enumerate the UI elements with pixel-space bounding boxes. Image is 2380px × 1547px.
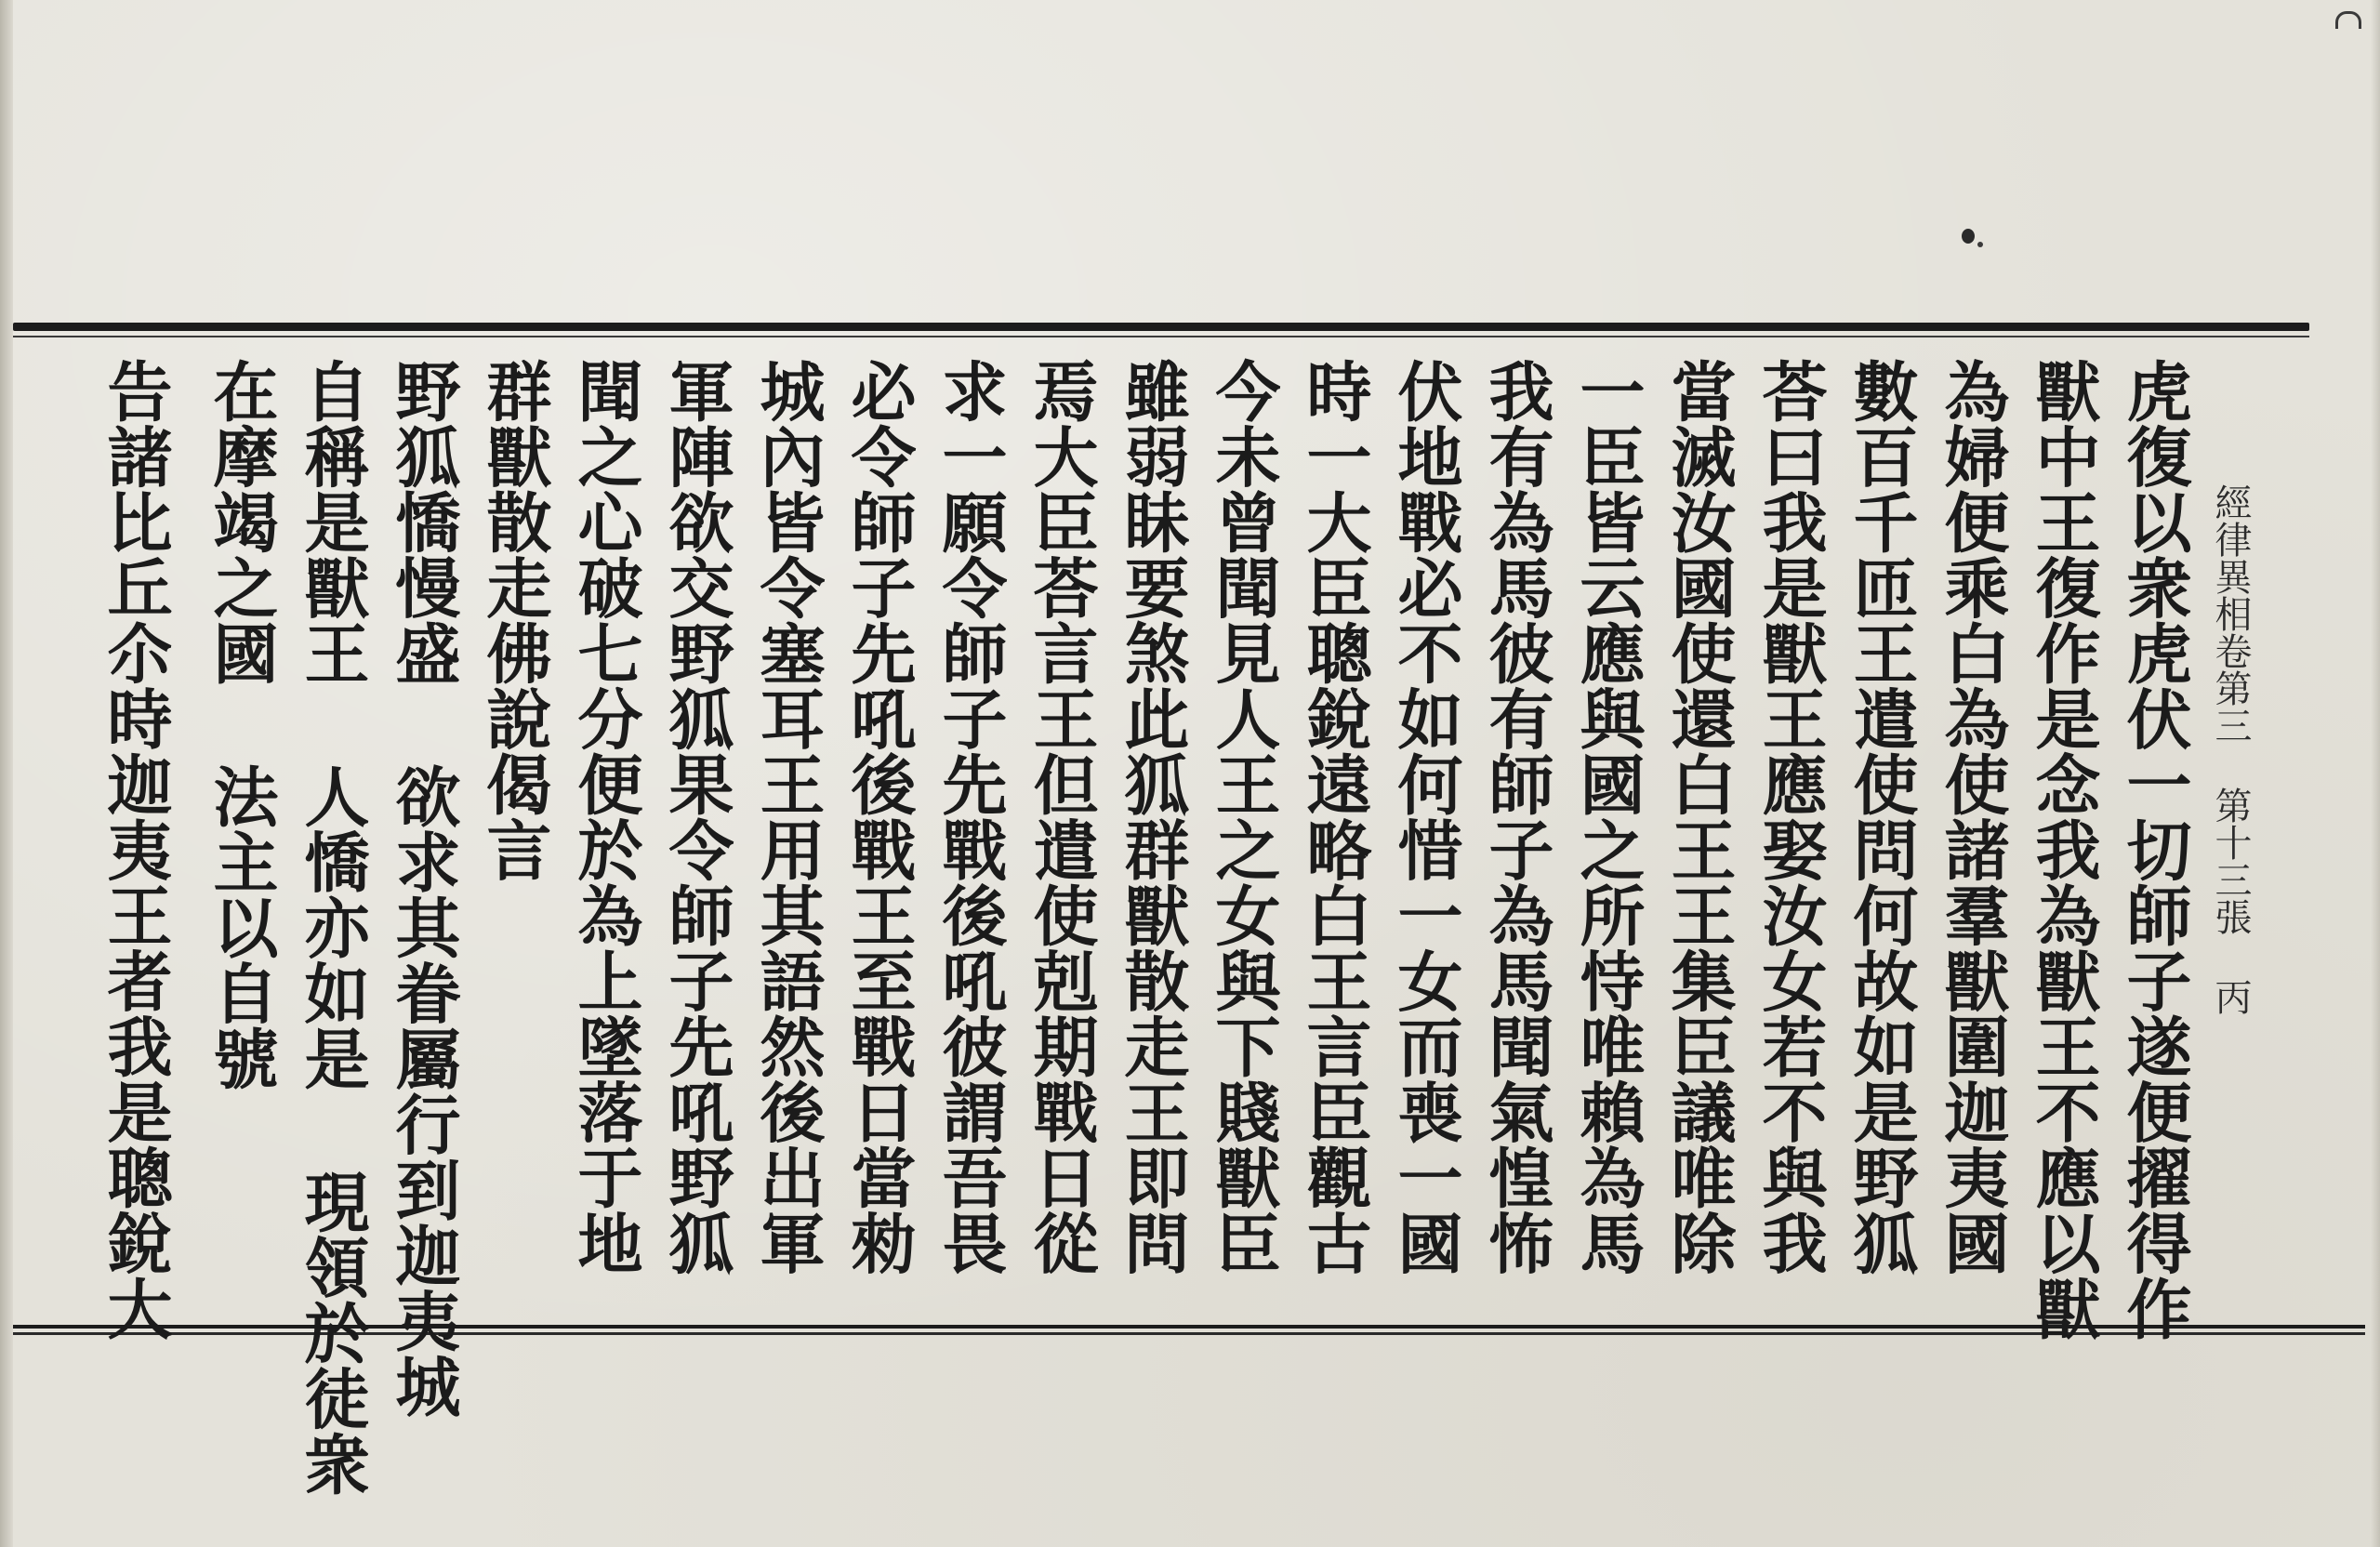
text-column: 時一大臣聰銳遠略白王言臣觀古 xyxy=(1296,358,1373,1276)
text-column: 獸中王復作是念我為獸王不應以獸 xyxy=(2025,358,2102,1342)
text-column: 自稱是獸王 人憍亦如是 現領於徒衆 xyxy=(294,358,371,1497)
text-column: 焉大臣荅言王但遣使剋期戰日從 xyxy=(1023,358,1100,1276)
text-column: 數百千匝王遣使問何故如是野狐 xyxy=(1843,358,1920,1276)
text-column: 野狐憍慢盛 欲求其眷屬行到迦夷城 xyxy=(385,358,462,1419)
text-column: 虎復以衆虎伏一切師子遂便擢得作 xyxy=(2116,358,2193,1342)
text-column: 荅曰我是獸王應娶汝女若不與我 xyxy=(1752,358,1829,1276)
text-column: 必令師子先吼後戰王至戰日當勑 xyxy=(840,358,918,1276)
text-column: 群獸散走佛說偈言 xyxy=(476,358,553,882)
text-column: 當滅汝國使還白王王集臣議唯除 xyxy=(1660,358,1738,1276)
text-column: 一臣皆云應與國之所恃唯賴為馬 xyxy=(1569,358,1646,1276)
text-column: 今未曾聞見人王之女與下賤獸臣 xyxy=(1205,358,1282,1276)
text-column: 求一願令師子先戰後吼彼謂吾畏 xyxy=(932,358,1009,1276)
text-column: 雖弱眛要煞此狐群獸散走王即問 xyxy=(1114,358,1191,1276)
text-column: 城內皆令塞耳王用其語然後出軍 xyxy=(749,358,826,1276)
text-column: 聞之心破七分便於為上墜落于地 xyxy=(567,358,644,1276)
text-column: 在摩竭之國 法主以自號 xyxy=(203,358,280,1091)
margin-label: 經律異相卷第三 第十三張 丙 xyxy=(2209,483,2252,1015)
text-column: 告諸比丘尒時迦夷王者我是聰銳大 xyxy=(97,358,174,1342)
text-column: 軍陣欲交野狐果令師子先吼野狐 xyxy=(658,358,735,1276)
text-column: 為婦便乘白為使諸羣獸圍迦夷國 xyxy=(1934,358,2011,1276)
text-column: 我有為馬彼有師子為馬聞氣惶怖 xyxy=(1478,358,1555,1276)
text-column: 伏地戰必不如何惜一女而喪一國 xyxy=(1387,358,1464,1276)
